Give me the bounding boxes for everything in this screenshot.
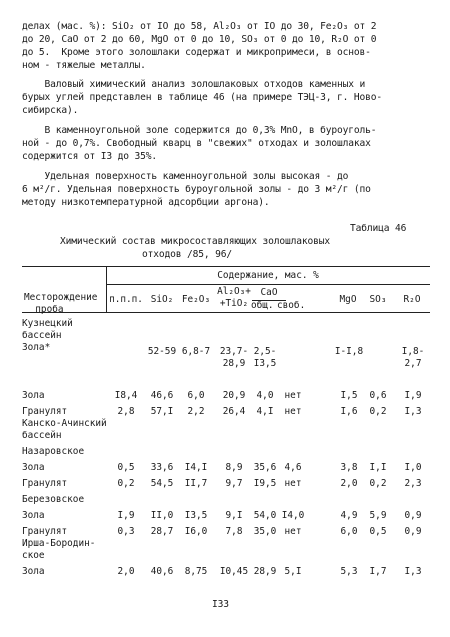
row-label: Гранулят	[22, 478, 68, 489]
table-cell: II,0	[150, 510, 174, 521]
table-cell: 9,7	[225, 478, 243, 489]
row-label: Зола*	[22, 342, 51, 353]
table-cell: I,3	[404, 566, 422, 577]
row-label: Гранулят	[22, 526, 68, 537]
table-cell: 6,0	[340, 526, 358, 537]
table-cell: 8,75	[184, 566, 208, 577]
header-r2o: R₂O	[403, 294, 421, 305]
table-cell: 0,2	[117, 478, 135, 489]
table-cell: I0,45	[219, 566, 249, 577]
table-cell: 9,I	[225, 510, 243, 521]
table-cell: 52-59	[147, 346, 177, 357]
row-label: Гранулят	[22, 406, 68, 417]
para3-line-1: Удельная поверхность каменноугольной золы высокая - до	[22, 171, 349, 182]
header-so3: SO₃	[369, 294, 387, 305]
table-cell: II,7	[184, 478, 208, 489]
row-label: Зола	[22, 566, 45, 577]
table-cell: нет	[284, 390, 302, 401]
table-cell: I,6	[340, 406, 358, 417]
para2-line-1: В каменноугольной золе содержится до 0,3% MnO, в буроуголь-	[22, 125, 377, 136]
table-caption-line-2: отходов /85, 96/	[142, 249, 233, 260]
table-cell: 2,2	[187, 406, 205, 417]
page-number: I33	[212, 599, 229, 610]
table-cell: 6,0	[187, 390, 205, 401]
table-cell: 0,3	[117, 526, 135, 537]
table-cell: 0,2	[369, 478, 387, 489]
table-cell: 4,6	[284, 462, 302, 473]
para3-line-3: методу низкотемпературной адсорбции аргона).	[22, 197, 270, 208]
table-cell: 35,6	[253, 462, 277, 473]
table-cell: 28,7	[150, 526, 174, 537]
table-cell: 2,3	[404, 478, 422, 489]
table-cell: I-I,8	[334, 346, 364, 357]
header-sio2: SiO₂	[150, 294, 174, 305]
table-caption-line-1: Химический состав микросоставляющих золошлаковых	[60, 236, 331, 247]
table-cell: 0,6	[369, 390, 387, 401]
table-cell: 7,8	[225, 526, 243, 537]
row-label: Кузнецкий бассейн	[22, 318, 73, 341]
header-fe2o3: Fe₂O₃	[181, 294, 211, 305]
row-label: Березовское	[22, 494, 85, 505]
para2-line-3: содержится от I3 до 35%.	[22, 151, 158, 162]
header-cao-total: общ.	[251, 300, 274, 311]
table-cell: I,3	[404, 406, 422, 417]
row-label: Зола	[22, 462, 45, 473]
intro-line-3: до 5. Кроме этого золошлаки содержат и микропримеси, в основ-	[22, 47, 371, 58]
table-cell: I8,4	[114, 390, 138, 401]
table-cell: 5,9	[369, 510, 387, 521]
table-cell: 5,I	[284, 566, 302, 577]
table-cell: 0,9	[404, 526, 422, 537]
table-cell: 40,6	[150, 566, 174, 577]
table-cell: I4,I	[184, 462, 208, 473]
table-cell: 0,9	[404, 510, 422, 521]
table-cell: 54,0	[253, 510, 277, 521]
table-cell: нет	[284, 478, 302, 489]
table-cell: 23,7- 28,9	[219, 346, 249, 369]
row-label: Ирша-Бородин- ское	[22, 538, 96, 561]
table-subheader-rule	[106, 284, 430, 285]
table-cell: I,8- 2,7	[401, 346, 425, 369]
table-cell: I4,0	[281, 510, 305, 521]
table-cell: 6,8-7	[181, 346, 211, 357]
table-cell: 54,5	[150, 478, 174, 489]
table-cell: 0,2	[369, 406, 387, 417]
para1-line-2: бурых углей представлен в таблице 46 (на примере ТЭЦ-3, г. Ново-	[22, 92, 383, 103]
header-al2o3: Al₂O₃+ +TiO₂	[217, 286, 251, 309]
table-cell: 0,5	[369, 526, 387, 537]
table-cell: 2,5- I3,5	[253, 346, 277, 369]
table-cell: I,I	[369, 462, 387, 473]
intro-line-1: делах (мас. %): SiO₂ от IO до 58, Al₂O₃ от IO до 30, Fe₂O₃ от 2	[22, 21, 377, 32]
table-cell: I9,5	[253, 478, 277, 489]
header-mgo: MgO	[339, 294, 357, 305]
para3-line-2: 6 м²/г. Удельная поверхность буроугольной золы - до 3 м²/г (по	[22, 184, 371, 195]
row-label: Зола	[22, 510, 45, 521]
header-place: Месторождение проба	[24, 292, 98, 315]
table-top-rule	[22, 266, 430, 267]
table-cell: 2,0	[340, 478, 358, 489]
table-cell: I3,5	[184, 510, 208, 521]
para2-line-2: ной - до 0,7%. Свободный кварц в "свежих" отходах и золошлаках	[22, 138, 371, 149]
table-cell: 2,0	[117, 566, 135, 577]
table-cell: 4,9	[340, 510, 358, 521]
header-content: Содержание, мас. %	[217, 270, 319, 281]
table-cell: I6,0	[184, 526, 208, 537]
table-cell: I,9	[117, 510, 135, 521]
table-number: Таблица 46	[350, 223, 407, 234]
table-cell: 26,4	[222, 406, 246, 417]
table-cell: 28,9	[253, 566, 277, 577]
table-cell: 20,9	[222, 390, 246, 401]
table-cell: 5,3	[340, 566, 358, 577]
table-cell: 4,0	[256, 390, 274, 401]
row-label: Зола	[22, 390, 45, 401]
intro-line-4: ном - тяжелые металлы.	[22, 60, 146, 71]
table-cell: 8,9	[225, 462, 243, 473]
header-cao: CaO	[260, 287, 278, 298]
table-cell: 3,8	[340, 462, 358, 473]
table-cell: 33,6	[150, 462, 174, 473]
table-cell: I,0	[404, 462, 422, 473]
table-cell: нет	[284, 406, 302, 417]
table-cell: I,5	[340, 390, 358, 401]
row-label: Канско-Ачинский бассейн	[22, 418, 107, 441]
table-cell: 0,5	[117, 462, 135, 473]
table-cell: 2,8	[117, 406, 135, 417]
intro-line-2: до 20, CaO от 2 до 60, MgO от 0 до 10, SO₃ от 0 до 10, R₂O от 0	[22, 34, 377, 45]
table-cell: I,7	[369, 566, 387, 577]
table-cell: I,9	[404, 390, 422, 401]
para1-line-3: сибирска).	[22, 105, 79, 116]
table-cell: нет	[284, 526, 302, 537]
header-cao-free: своб.	[277, 300, 306, 311]
para1-line-1: Валовый химический анализ золошлаковых отходов каменных и	[22, 79, 366, 90]
row-label: Назаровское	[22, 446, 85, 457]
table-cell: 57,I	[150, 406, 174, 417]
table-cell: 4,I	[256, 406, 274, 417]
header-ppp: п.п.п.	[109, 294, 143, 305]
table-cell: 46,6	[150, 390, 174, 401]
table-cell: 35,0	[253, 526, 277, 537]
